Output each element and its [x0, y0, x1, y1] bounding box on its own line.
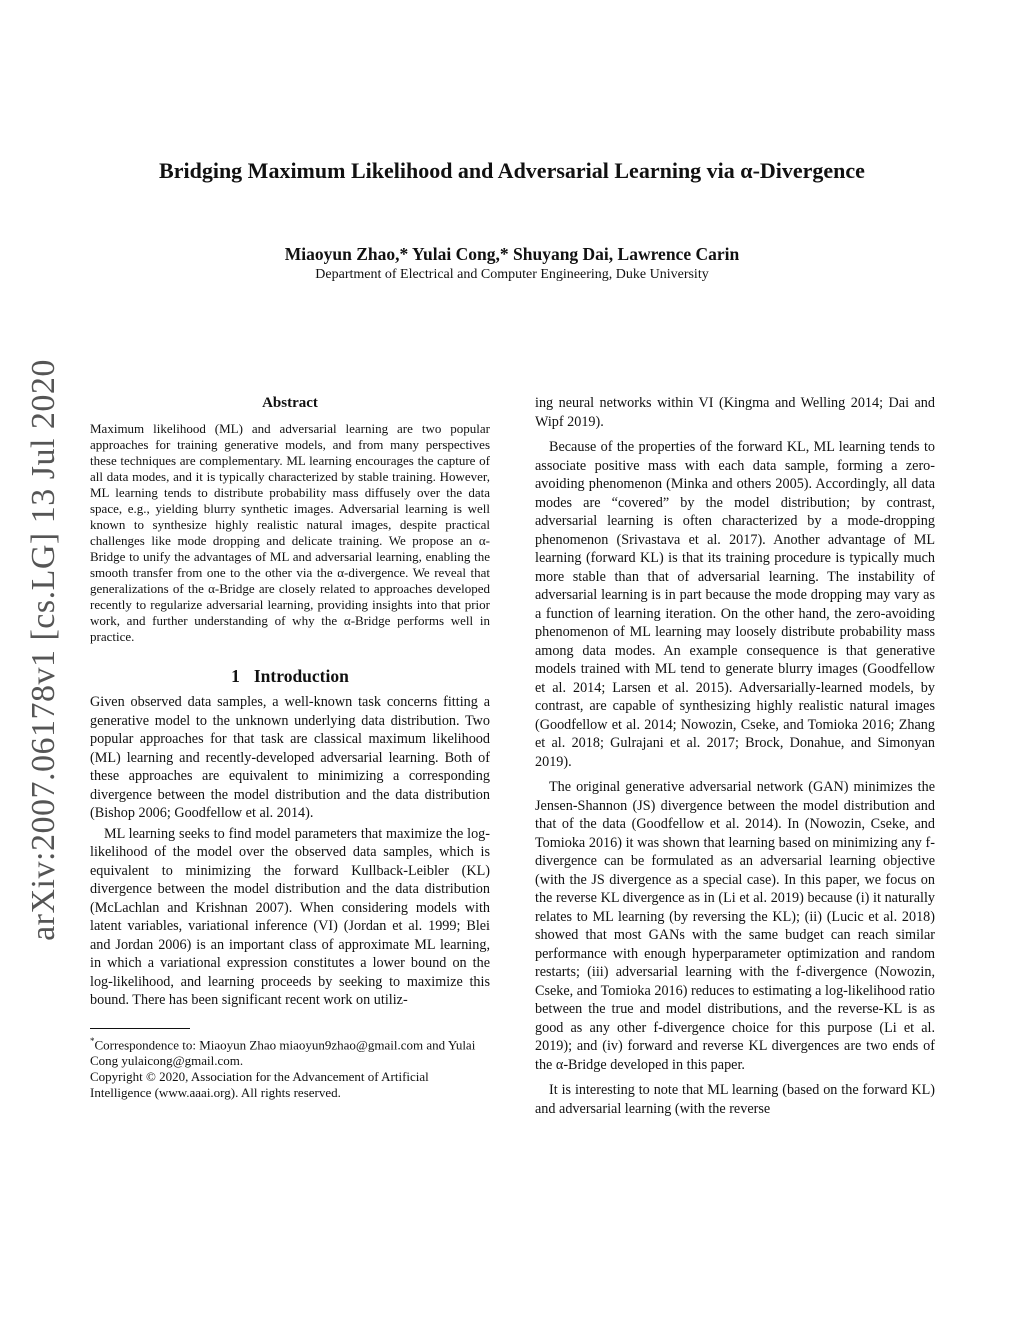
section-heading-introduction — [90, 667, 490, 686]
abstract-heading: Abstract — [262, 395, 318, 411]
intro-paragraph-2: ML learning seeks to find model parameters that maximize the log-likelihood of the model over the observed data samples, which is equivalent to minimizing the forward Kullback-Leibler (KL) divergence between the model distribution and the data distribution (McLachlan and Krishnan 2007). When considering models with latent variables, variational inference (VI) (Jordan et al. 1999; Blei and Jordan 2006) is an important class of approximate ML learning, in which a variational expression constitutes a lower bound on the log-likelihood, and learning proceeds by seeking to maximize this bound. There has been significant recent work on utiliz- — [90, 825, 490, 1008]
author-list: Miaoyun Zhao,* Yulai Cong,* Shuyang Dai, Lawrence Carin — [284, 244, 740, 264]
abstract-body: Maximum likelihood (ML) and adversarial learning are two popular approaches for training generative models, and from many perspectives these techniques are complementary. ML learning encourages the capture of all data modes, and it is typically characterized by stable training. However, ML learning tends to distribute probability mass diffusely over the data space, e.g., yielding blurry synthetic images. Adversarial learning is well known to synthesize highly realistic natural images, despite practical challenges like mode dropping and delicate training. We propose an α-Bridge to unify the advantages of ML and adversarial learning, enabling the smooth transfer from one to the other via the α-divergence. We reveal that generalizations of the α-Bridge are closely related to approaches developed recently to regularize adversarial learning, providing insights into that prior work, and further understanding of why the α-Bridge performs well in practice. — [90, 420, 490, 644]
footnote — [90, 1033, 490, 1101]
arxiv-identifier-text: arXiv:2007.06178v1 [cs.LG] 13 Jul 2020 — [25, 359, 62, 941]
footnote-copyright: Copyright © 2020, Association for the Advancement of Artificial Intelligence (www.aaai.org). All rights reserved. — [90, 1068, 429, 1100]
right-column — [535, 394, 935, 1118]
footnote-correspondence: Correspondence to: Miaoyun Zhao miaoyun9zhao@gmail.com and Yulai Cong yulaicong@gmail.com. — [90, 1036, 476, 1068]
intro-paragraph-6: It is interesting to note that ML learning (based on the forward KL) and adversarial learning (with the reverse — [535, 1082, 935, 1117]
intro-paragraph-1: Given observed data samples, a well-known task concerns fitting a generative model to the unknown underlying data distribution. Two popular approaches for that task are classical maximum likelihood (ML) learning and recently-developed adversarial learning. Both of these approaches are equivalent to minimizing a corresponding divergence between the model distribution and the data distribution (Bishop 2006; Goodfellow et al. 2014). — [90, 694, 490, 821]
footnote-marker: * — [90, 1035, 95, 1046]
arxiv-identifier-stamp — [18, 360, 70, 940]
section-title: Introduction — [253, 665, 349, 686]
left-column — [90, 380, 490, 1101]
paper-title: Bridging Maximum Likelihood and Adversarial Learning via α-Divergence — [159, 158, 865, 183]
intro-paragraph-4: Because of the properties of the forward KL, ML learning tends to associate positive mass with each data sample, forming a zero-avoiding phenomenon (Minka and others 2005). Accordingly, all data modes are “covered” by the model distribution; by contrast, adversarial learning is often characterized by a mode-dropping phenomenon (Srivastava et al. 2017). Another advantage of ML learning (forward KL) is that its training procedure is typically much more stable than that of adversarial learning. The instability of adversarial learning is in part because the mode dropping may vary as a function of learning iteration. On the other hand, the zero-avoiding phenomenon of ML learning may loosely distribute probability mass among data modes. An example consequence is that generative models trained with ML tend to generate blurry images (Goodfellow et al. 2014; Larsen et al. 2015). Adversarially-learned models, by contrast, are capable of synthesizing highly realistic natural images (Goodfellow et al. 2014; Nowozin, Cseke, and Tomioka 2016; Zhang et al. 2018; Gulrajani et al. 2017; Brock, Donahue, and Simonyan 2019). — [535, 439, 935, 770]
section-number: 1 — [231, 665, 240, 686]
affiliation: Department of Electrical and Computer Engineering, Duke University — [315, 267, 709, 282]
intro-paragraph-5: The original generative adversarial network (GAN) minimizes the Jensen-Shannon (JS) divergence between the model distribution and that of the data (Goodfellow et al. 2014). In (Nowozin, Cseke, and Tomioka 2016) it was shown that learning based on minimizing any f-divergence can be formulated as an adversarial learning objective (with the JS divergence as a special case). In this paper, we focus on the reverse KL divergence as in (Li et al. 2019) because (i) it naturally relates to ML learning (by reversing the KL); (ii) (Lucic et al. 2018) showed that most GANs with the same budget can reach similar performance with enough hyperparameter optimization and random restarts; (iii) adversarial learning with the f-divergence (Nowozin, Cseke, and Tomioka 2016) reduces to estimating a log-likelihood ratio between the true and model distributions, and the reverse-KL is as good as any other f-divergence choice for this purpose (Li et al. 2019); and (iv) forward and reverse KL divergences are two ends of the α-Bridge developed in this paper. — [535, 779, 935, 1073]
footnote-divider — [90, 1028, 190, 1029]
intro-paragraph-3: ing neural networks within VI (Kingma and Welling 2014; Dai and Wipf 2019). — [535, 395, 935, 430]
